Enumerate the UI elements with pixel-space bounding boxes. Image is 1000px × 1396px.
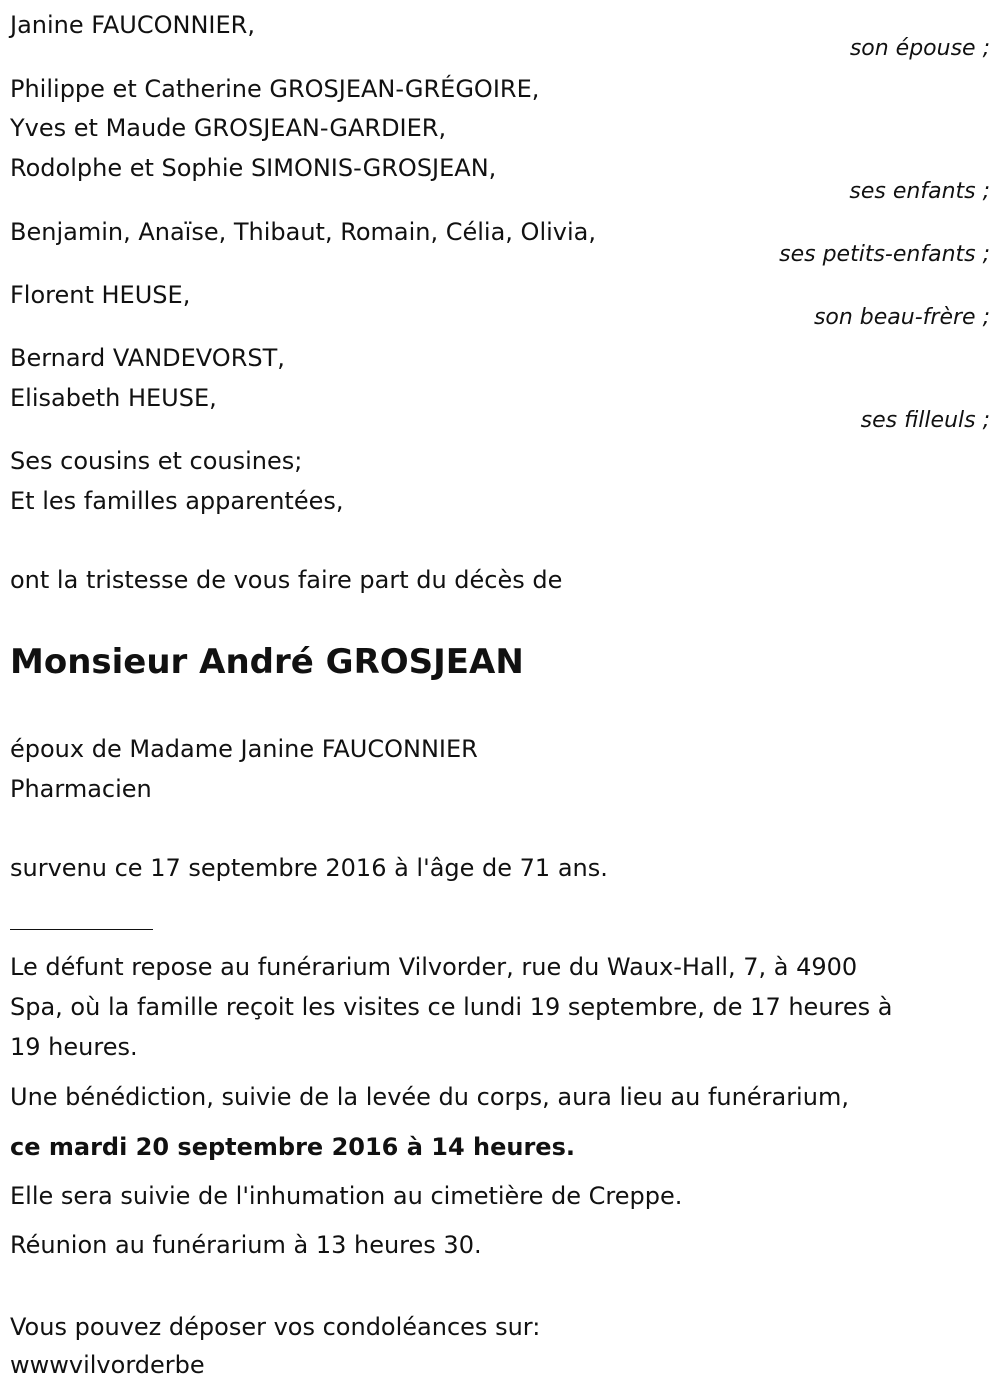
family-relation: ses enfants ; — [849, 179, 990, 204]
family-name: Elisabeth HEUSE, — [10, 384, 217, 412]
condolences-text: Vous pouvez déposer vos condoléances sur: — [10, 1313, 541, 1341]
others-line: Et les familles apparentées, — [10, 487, 344, 515]
family-relation: ses filleuls ; — [860, 408, 990, 433]
repose-line: Spa, où la famille reçoit les visites ce lundi 19 septembre, de 17 heures à — [10, 993, 893, 1021]
benediction-line: Une bénédiction, suivie de la levée du corps, aura lieu au funérarium, — [10, 1083, 849, 1111]
spouse-line: époux de Madame Janine FAUCONNIER — [10, 735, 478, 763]
others-line: Ses cousins et cousines; — [10, 447, 303, 475]
death-line: survenu ce 17 septembre 2016 à l'âge de 71 ans. — [10, 854, 608, 882]
family-name: Florent HEUSE, — [10, 281, 191, 309]
family-name: Bernard VANDEVORST, — [10, 344, 285, 372]
family-relation: son beau-frère ; — [813, 305, 990, 330]
family-name: Benjamin, Anaïse, Thibaut, Romain, Célia, Olivia, — [10, 218, 596, 246]
family-name: Janine FAUCONNIER, — [10, 11, 255, 39]
repose-line: 19 heures. — [10, 1033, 138, 1061]
reunion-line: Réunion au funérarium à 13 heures 30. — [10, 1231, 482, 1259]
deceased-name: Monsieur André GROSJEAN — [10, 642, 524, 682]
ceremony-date: ce mardi 20 septembre 2016 à 14 heures. — [10, 1133, 575, 1161]
inhumation-line: Elle sera suivie de l'inhumation au cimetière de Creppe. — [10, 1182, 683, 1210]
family-relation: son épouse ; — [849, 36, 990, 61]
family-name: Yves et Maude GROSJEAN-GARDIER, — [10, 114, 447, 142]
divider — [10, 929, 153, 930]
family-name: Rodolphe et Sophie SIMONIS-GROSJEAN, — [10, 154, 497, 182]
repose-line: Le défunt repose au funérarium Vilvorder, rue du Waux-Hall, 7, à 4900 — [10, 953, 858, 981]
announcement: ont la tristesse de vous faire part du décès de — [10, 566, 563, 594]
profession: Pharmacien — [10, 775, 152, 803]
family-relation: ses petits-enfants ; — [779, 242, 990, 267]
condolences-website[interactable]: wwwvilvorderbe — [10, 1351, 205, 1379]
family-name: Philippe et Catherine GROSJEAN-GRÉGOIRE, — [10, 75, 540, 103]
